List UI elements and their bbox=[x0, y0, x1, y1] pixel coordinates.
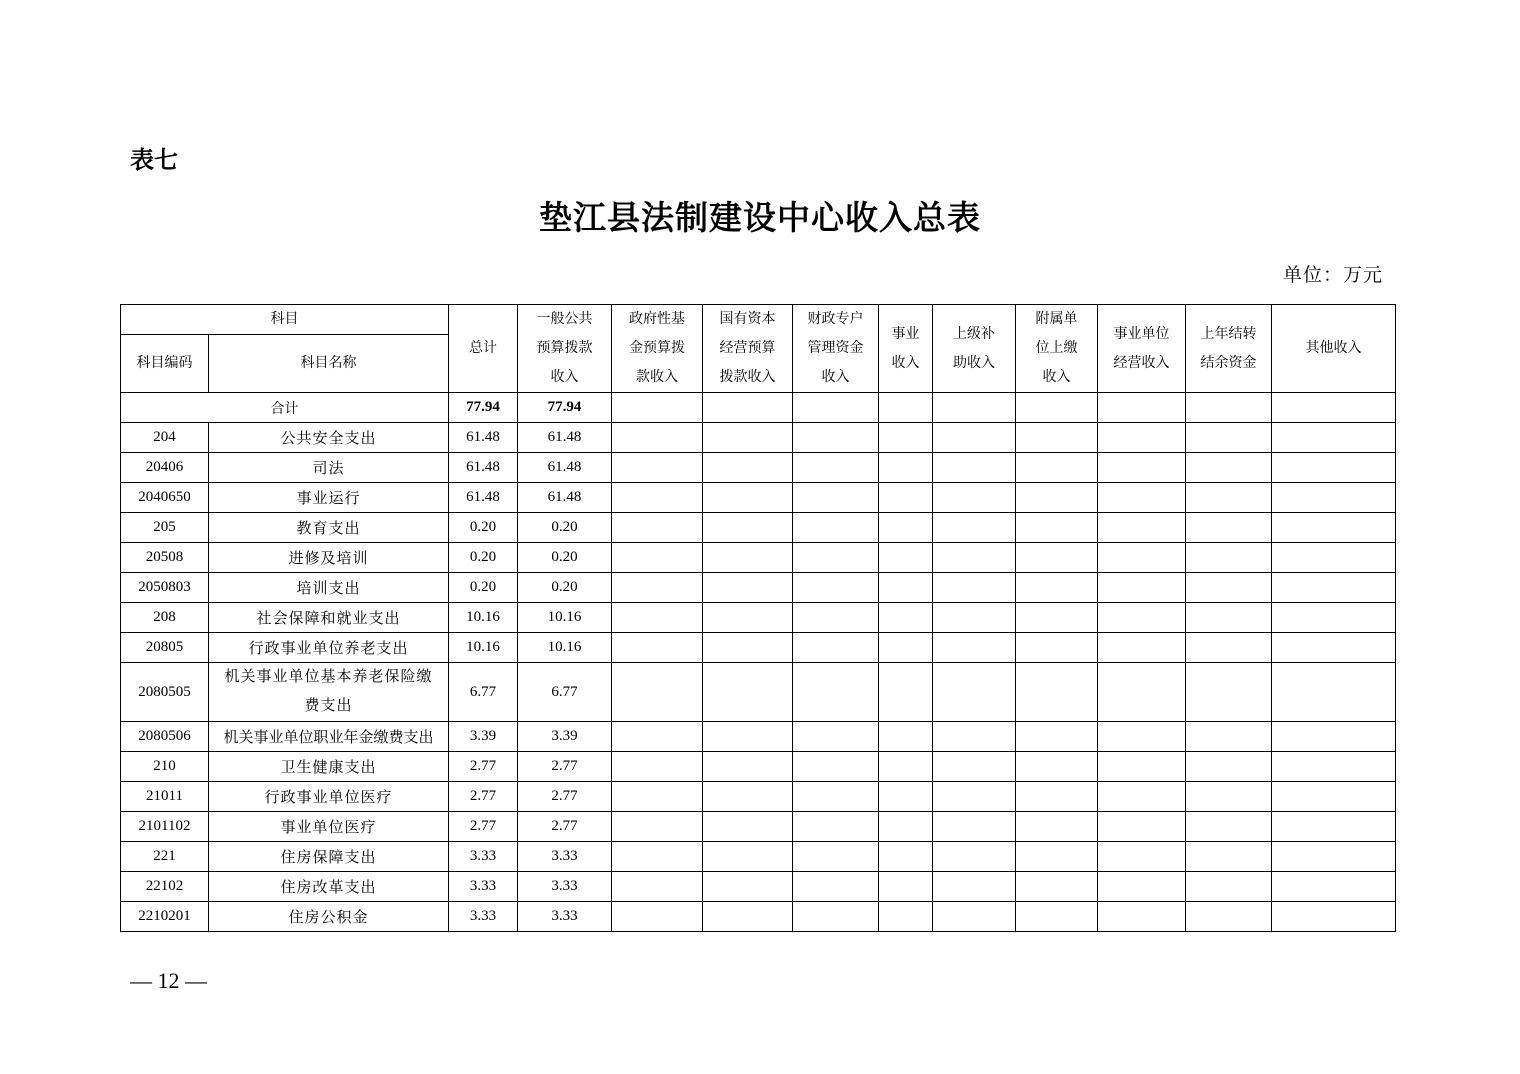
table-row bbox=[121, 513, 1396, 543]
total-value: 61.48 bbox=[449, 453, 518, 483]
subject-name: 教育支出 bbox=[209, 513, 449, 543]
table-row bbox=[121, 842, 1396, 872]
total-value: 2.77 bbox=[449, 752, 518, 782]
total-value: 0.20 bbox=[449, 513, 518, 543]
header-general-budget: 一般公共预算拨款收入 bbox=[518, 305, 612, 393]
subject-code: 204 bbox=[121, 423, 209, 453]
subject-name: 进修及培训 bbox=[209, 543, 449, 573]
subject-code: 2210201 bbox=[121, 902, 209, 932]
subject-name: 住房保障支出 bbox=[209, 842, 449, 872]
header-gov-fund: 政府性基金预算拨款收入 bbox=[612, 305, 703, 393]
table-row bbox=[121, 603, 1396, 633]
table-row bbox=[121, 782, 1396, 812]
header-state-capital: 国有资本经营预算拨款收入 bbox=[703, 305, 793, 393]
unit-label: 单位：万元 bbox=[1282, 264, 1383, 286]
header-total: 总计 bbox=[449, 305, 518, 393]
subject-name: 事业单位医疗 bbox=[209, 812, 449, 842]
table-row bbox=[121, 902, 1396, 932]
total-value: 2.77 bbox=[449, 782, 518, 812]
subject-name: 公共安全支出 bbox=[209, 423, 449, 453]
general-budget-value: 10.16 bbox=[518, 603, 612, 633]
general-budget-value: 0.20 bbox=[518, 543, 612, 573]
page-number: — 12 — bbox=[130, 968, 207, 993]
table-row bbox=[121, 812, 1396, 842]
general-budget-value: 77.94 bbox=[518, 393, 612, 423]
subject-name: 住房改革支出 bbox=[209, 872, 449, 902]
header-superior-subsidy: 上级补助收入 bbox=[933, 305, 1016, 393]
table-row bbox=[121, 663, 1396, 722]
total-value: 0.20 bbox=[449, 573, 518, 603]
general-budget-value: 2.77 bbox=[518, 782, 612, 812]
total-value: 3.39 bbox=[449, 722, 518, 752]
general-budget-value: 61.48 bbox=[518, 483, 612, 513]
general-budget-value: 61.48 bbox=[518, 423, 612, 453]
table-row bbox=[121, 722, 1396, 752]
general-budget-value: 3.39 bbox=[518, 722, 612, 752]
header-prior-year-balance: 上年结转结余资金 bbox=[1186, 305, 1272, 393]
general-budget-value: 0.20 bbox=[518, 573, 612, 603]
header-subject-code: 科目编码 bbox=[121, 335, 209, 393]
general-budget-value: 2.77 bbox=[518, 812, 612, 842]
table-row bbox=[121, 453, 1396, 483]
table-row bbox=[121, 633, 1396, 663]
total-label: 合计 bbox=[121, 393, 449, 423]
subject-code: 20805 bbox=[121, 633, 209, 663]
total-value: 77.94 bbox=[449, 393, 518, 423]
subject-name: 行政事业单位医疗 bbox=[209, 782, 449, 812]
subject-code: 2080506 bbox=[121, 722, 209, 752]
subject-code: 20508 bbox=[121, 543, 209, 573]
general-budget-value: 0.20 bbox=[518, 513, 612, 543]
header-affiliated-payment: 附属单位上缴收入 bbox=[1016, 305, 1098, 393]
total-value: 10.16 bbox=[449, 633, 518, 663]
general-budget-value: 61.48 bbox=[518, 453, 612, 483]
header-subject-name: 科目名称 bbox=[209, 335, 449, 393]
header-unit-operating: 事业单位经营收入 bbox=[1098, 305, 1186, 393]
total-row bbox=[121, 393, 1396, 423]
header-business-income: 事业收入 bbox=[879, 305, 933, 393]
subject-code: 221 bbox=[121, 842, 209, 872]
table-row bbox=[121, 872, 1396, 902]
subject-code: 21011 bbox=[121, 782, 209, 812]
subject-code: 205 bbox=[121, 513, 209, 543]
table-row bbox=[121, 423, 1396, 453]
general-budget-value: 3.33 bbox=[518, 872, 612, 902]
table-row bbox=[121, 752, 1396, 782]
page-title: 垫江县法制建设中心收入总表 bbox=[539, 198, 981, 237]
subject-name: 社会保障和就业支出 bbox=[209, 603, 449, 633]
total-value: 3.33 bbox=[449, 842, 518, 872]
subject-name: 机关事业单位职业年金缴费支出 bbox=[209, 722, 449, 752]
general-budget-value: 6.77 bbox=[518, 663, 612, 722]
header-subject: 科目 bbox=[121, 305, 449, 335]
subject-code: 2040650 bbox=[121, 483, 209, 513]
subject-name: 行政事业单位养老支出 bbox=[209, 633, 449, 663]
total-value: 6.77 bbox=[449, 663, 518, 722]
subject-name: 住房公积金 bbox=[209, 902, 449, 932]
subject-name: 机关事业单位基本养老保险缴费支出 bbox=[209, 663, 449, 722]
general-budget-value: 3.33 bbox=[518, 842, 612, 872]
header-other-income: 其他收入 bbox=[1272, 305, 1396, 393]
subject-code: 2101102 bbox=[121, 812, 209, 842]
total-value: 3.33 bbox=[449, 902, 518, 932]
subject-name: 卫生健康支出 bbox=[209, 752, 449, 782]
subject-code: 2050803 bbox=[121, 573, 209, 603]
general-budget-value: 10.16 bbox=[518, 633, 612, 663]
header-fiscal-special: 财政专户管理资金收入 bbox=[793, 305, 879, 393]
subject-code: 210 bbox=[121, 752, 209, 782]
income-table bbox=[120, 304, 1396, 932]
table-row bbox=[121, 483, 1396, 513]
total-value: 61.48 bbox=[449, 423, 518, 453]
total-value: 2.77 bbox=[449, 812, 518, 842]
table-label: 表七 bbox=[130, 146, 178, 174]
table-row bbox=[121, 543, 1396, 573]
subject-code: 22102 bbox=[121, 872, 209, 902]
general-budget-value: 3.33 bbox=[518, 902, 612, 932]
subject-code: 2080505 bbox=[121, 663, 209, 722]
subject-code: 208 bbox=[121, 603, 209, 633]
table-row bbox=[121, 573, 1396, 603]
subject-code: 20406 bbox=[121, 453, 209, 483]
total-value: 3.33 bbox=[449, 872, 518, 902]
total-value: 0.20 bbox=[449, 543, 518, 573]
subject-name: 培训支出 bbox=[209, 573, 449, 603]
total-value: 61.48 bbox=[449, 483, 518, 513]
subject-name: 司法 bbox=[209, 453, 449, 483]
subject-name: 事业运行 bbox=[209, 483, 449, 513]
general-budget-value: 2.77 bbox=[518, 752, 612, 782]
total-value: 10.16 bbox=[449, 603, 518, 633]
